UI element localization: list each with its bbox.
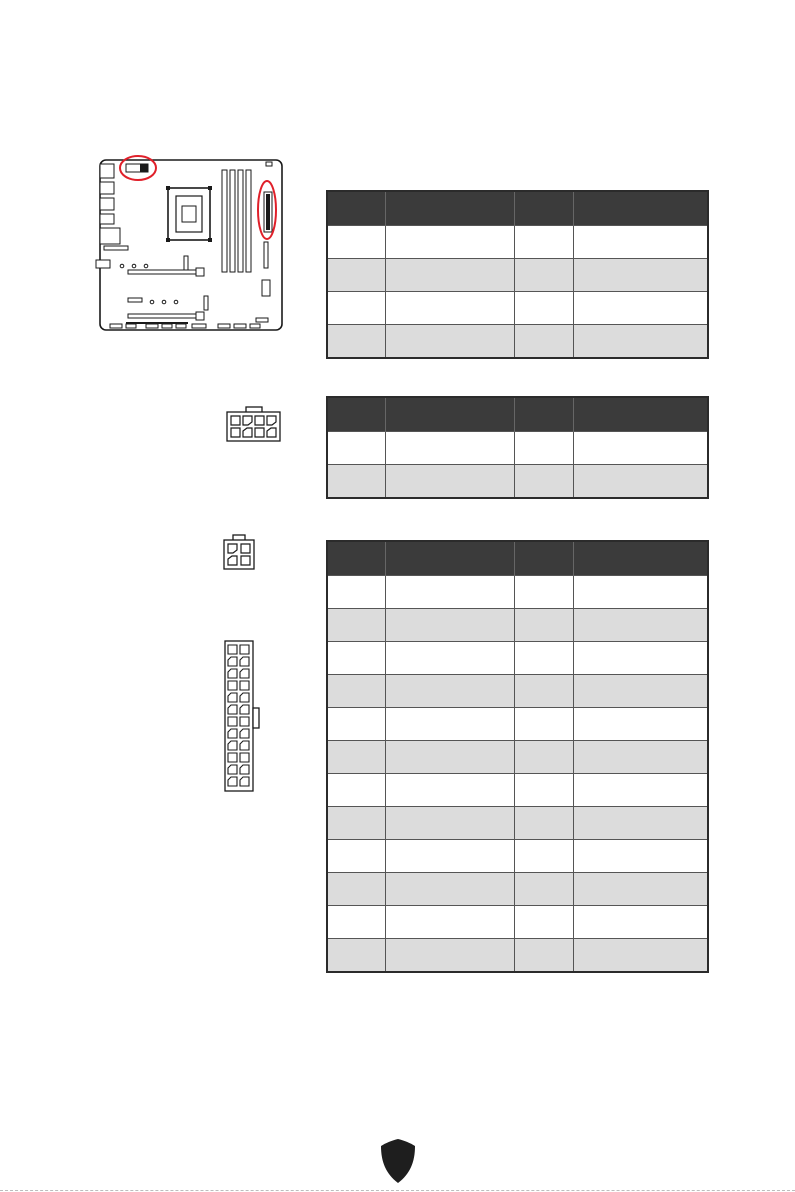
pin-cell (240, 717, 249, 726)
table-row (327, 465, 708, 499)
table-cell (327, 609, 386, 642)
table-cell (574, 609, 709, 642)
table-cell (327, 576, 386, 609)
pin-cell (240, 681, 249, 690)
table-cell (386, 708, 515, 741)
table-cell (386, 325, 515, 359)
table-cell (327, 939, 386, 973)
four-pin-connector-icon (223, 534, 255, 570)
pin-cell (228, 717, 237, 726)
table-body (327, 576, 708, 973)
table-cell (574, 432, 709, 465)
table-cell (574, 741, 709, 774)
pin-cell (228, 681, 237, 690)
table-cell (515, 642, 574, 675)
table-cell (574, 774, 709, 807)
table-cell (515, 432, 574, 465)
table-cell (515, 840, 574, 873)
pin-cell (240, 669, 249, 678)
page-bottom-rule (0, 1190, 795, 1191)
pin-cell (228, 753, 237, 762)
header-cell (515, 191, 574, 226)
table-cell (327, 873, 386, 906)
table-row (327, 642, 708, 675)
table-cell (327, 840, 386, 873)
pin-cell (228, 645, 237, 654)
table-cell (327, 774, 386, 807)
table-body (327, 432, 708, 499)
table-cell (386, 939, 515, 973)
table-cell (386, 741, 515, 774)
table-cell (386, 576, 515, 609)
table-cell (327, 906, 386, 939)
motherboard-diagram (96, 150, 286, 340)
table-row (327, 840, 708, 873)
table-cell (574, 226, 709, 259)
header-cell (386, 397, 515, 432)
pin-cell (240, 765, 249, 774)
table-cell (327, 259, 386, 292)
table-row (327, 873, 708, 906)
table-cell (574, 465, 709, 499)
table-cell (574, 642, 709, 675)
table-cell (386, 873, 515, 906)
table-row (327, 325, 708, 359)
header-cell (515, 541, 574, 576)
atx-pin-table (326, 190, 709, 359)
table-cell (515, 774, 574, 807)
table-cell (386, 609, 515, 642)
pin-cell (240, 705, 249, 714)
table-cell (386, 807, 515, 840)
table-cell (327, 807, 386, 840)
pin-cell (228, 657, 237, 666)
table-row (327, 708, 708, 741)
table-cell (327, 675, 386, 708)
table-row (327, 741, 708, 774)
table-row (327, 774, 708, 807)
table-cell (515, 675, 574, 708)
table-cell (386, 292, 515, 325)
header-cell (327, 191, 386, 226)
table-cell (515, 939, 574, 973)
pin-cell (228, 669, 237, 678)
pin-cell (228, 741, 237, 750)
pin-cell (228, 729, 237, 738)
table-row (327, 906, 708, 939)
table-cell (327, 226, 386, 259)
table-cell (386, 906, 515, 939)
pin-cell (240, 753, 249, 762)
table-row (327, 292, 708, 325)
pin-cell (240, 645, 249, 654)
atx-24pin-table (326, 540, 709, 973)
table-row (327, 939, 708, 973)
header-cell (515, 397, 574, 432)
table-cell (386, 642, 515, 675)
pin-cell (228, 777, 237, 786)
table-row (327, 609, 708, 642)
cpu-8pin-table (326, 396, 709, 499)
table-cell (327, 708, 386, 741)
table-cell (515, 873, 574, 906)
table-cell (386, 259, 515, 292)
table-cell (574, 708, 709, 741)
table-row (327, 226, 708, 259)
pin-cell (228, 705, 237, 714)
msi-shield-icon (380, 1138, 416, 1184)
table-cell (515, 226, 574, 259)
table-cell (515, 325, 574, 359)
table-cell (574, 259, 709, 292)
header-cell (574, 191, 709, 226)
pin-cell (240, 657, 249, 666)
table-cell (327, 741, 386, 774)
table-cell (515, 609, 574, 642)
table-cell (386, 226, 515, 259)
table-cell (574, 576, 709, 609)
pin-cell (228, 693, 237, 702)
eight-pin-connector-icon (226, 406, 282, 442)
pin-cell (240, 729, 249, 738)
table-cell (515, 741, 574, 774)
pin-cell (240, 777, 249, 786)
table-cell (327, 292, 386, 325)
table-cell (574, 675, 709, 708)
table-row (327, 807, 708, 840)
table-row (327, 259, 708, 292)
table-cell (574, 807, 709, 840)
table-cell (574, 939, 709, 973)
table-row (327, 675, 708, 708)
table-cell (386, 774, 515, 807)
table-cell (327, 465, 386, 499)
table-cell (574, 292, 709, 325)
table-cell (515, 259, 574, 292)
table-row (327, 432, 708, 465)
table-cell (327, 642, 386, 675)
table-cell (515, 708, 574, 741)
table-cell (327, 432, 386, 465)
table-cell (386, 840, 515, 873)
pin-cell (240, 741, 249, 750)
table-cell (574, 325, 709, 359)
table-cell (386, 432, 515, 465)
header-cell (574, 397, 709, 432)
header-cell (386, 191, 515, 226)
pin-cell (240, 693, 249, 702)
header-cell (327, 397, 386, 432)
header-cell (327, 541, 386, 576)
header-cell (386, 541, 515, 576)
table-cell (515, 292, 574, 325)
header-cell (574, 541, 709, 576)
table-body (327, 226, 708, 359)
table-cell (386, 465, 515, 499)
table-cell (515, 465, 574, 499)
table-cell (515, 906, 574, 939)
table-cell (386, 675, 515, 708)
table-cell (574, 840, 709, 873)
table-cell (574, 873, 709, 906)
atx-24-pin-connector-icon (224, 640, 264, 792)
table-row (327, 576, 708, 609)
table-cell (327, 325, 386, 359)
table-cell (515, 807, 574, 840)
table-cell (574, 906, 709, 939)
table-cell (515, 576, 574, 609)
pin-cell (228, 765, 237, 774)
